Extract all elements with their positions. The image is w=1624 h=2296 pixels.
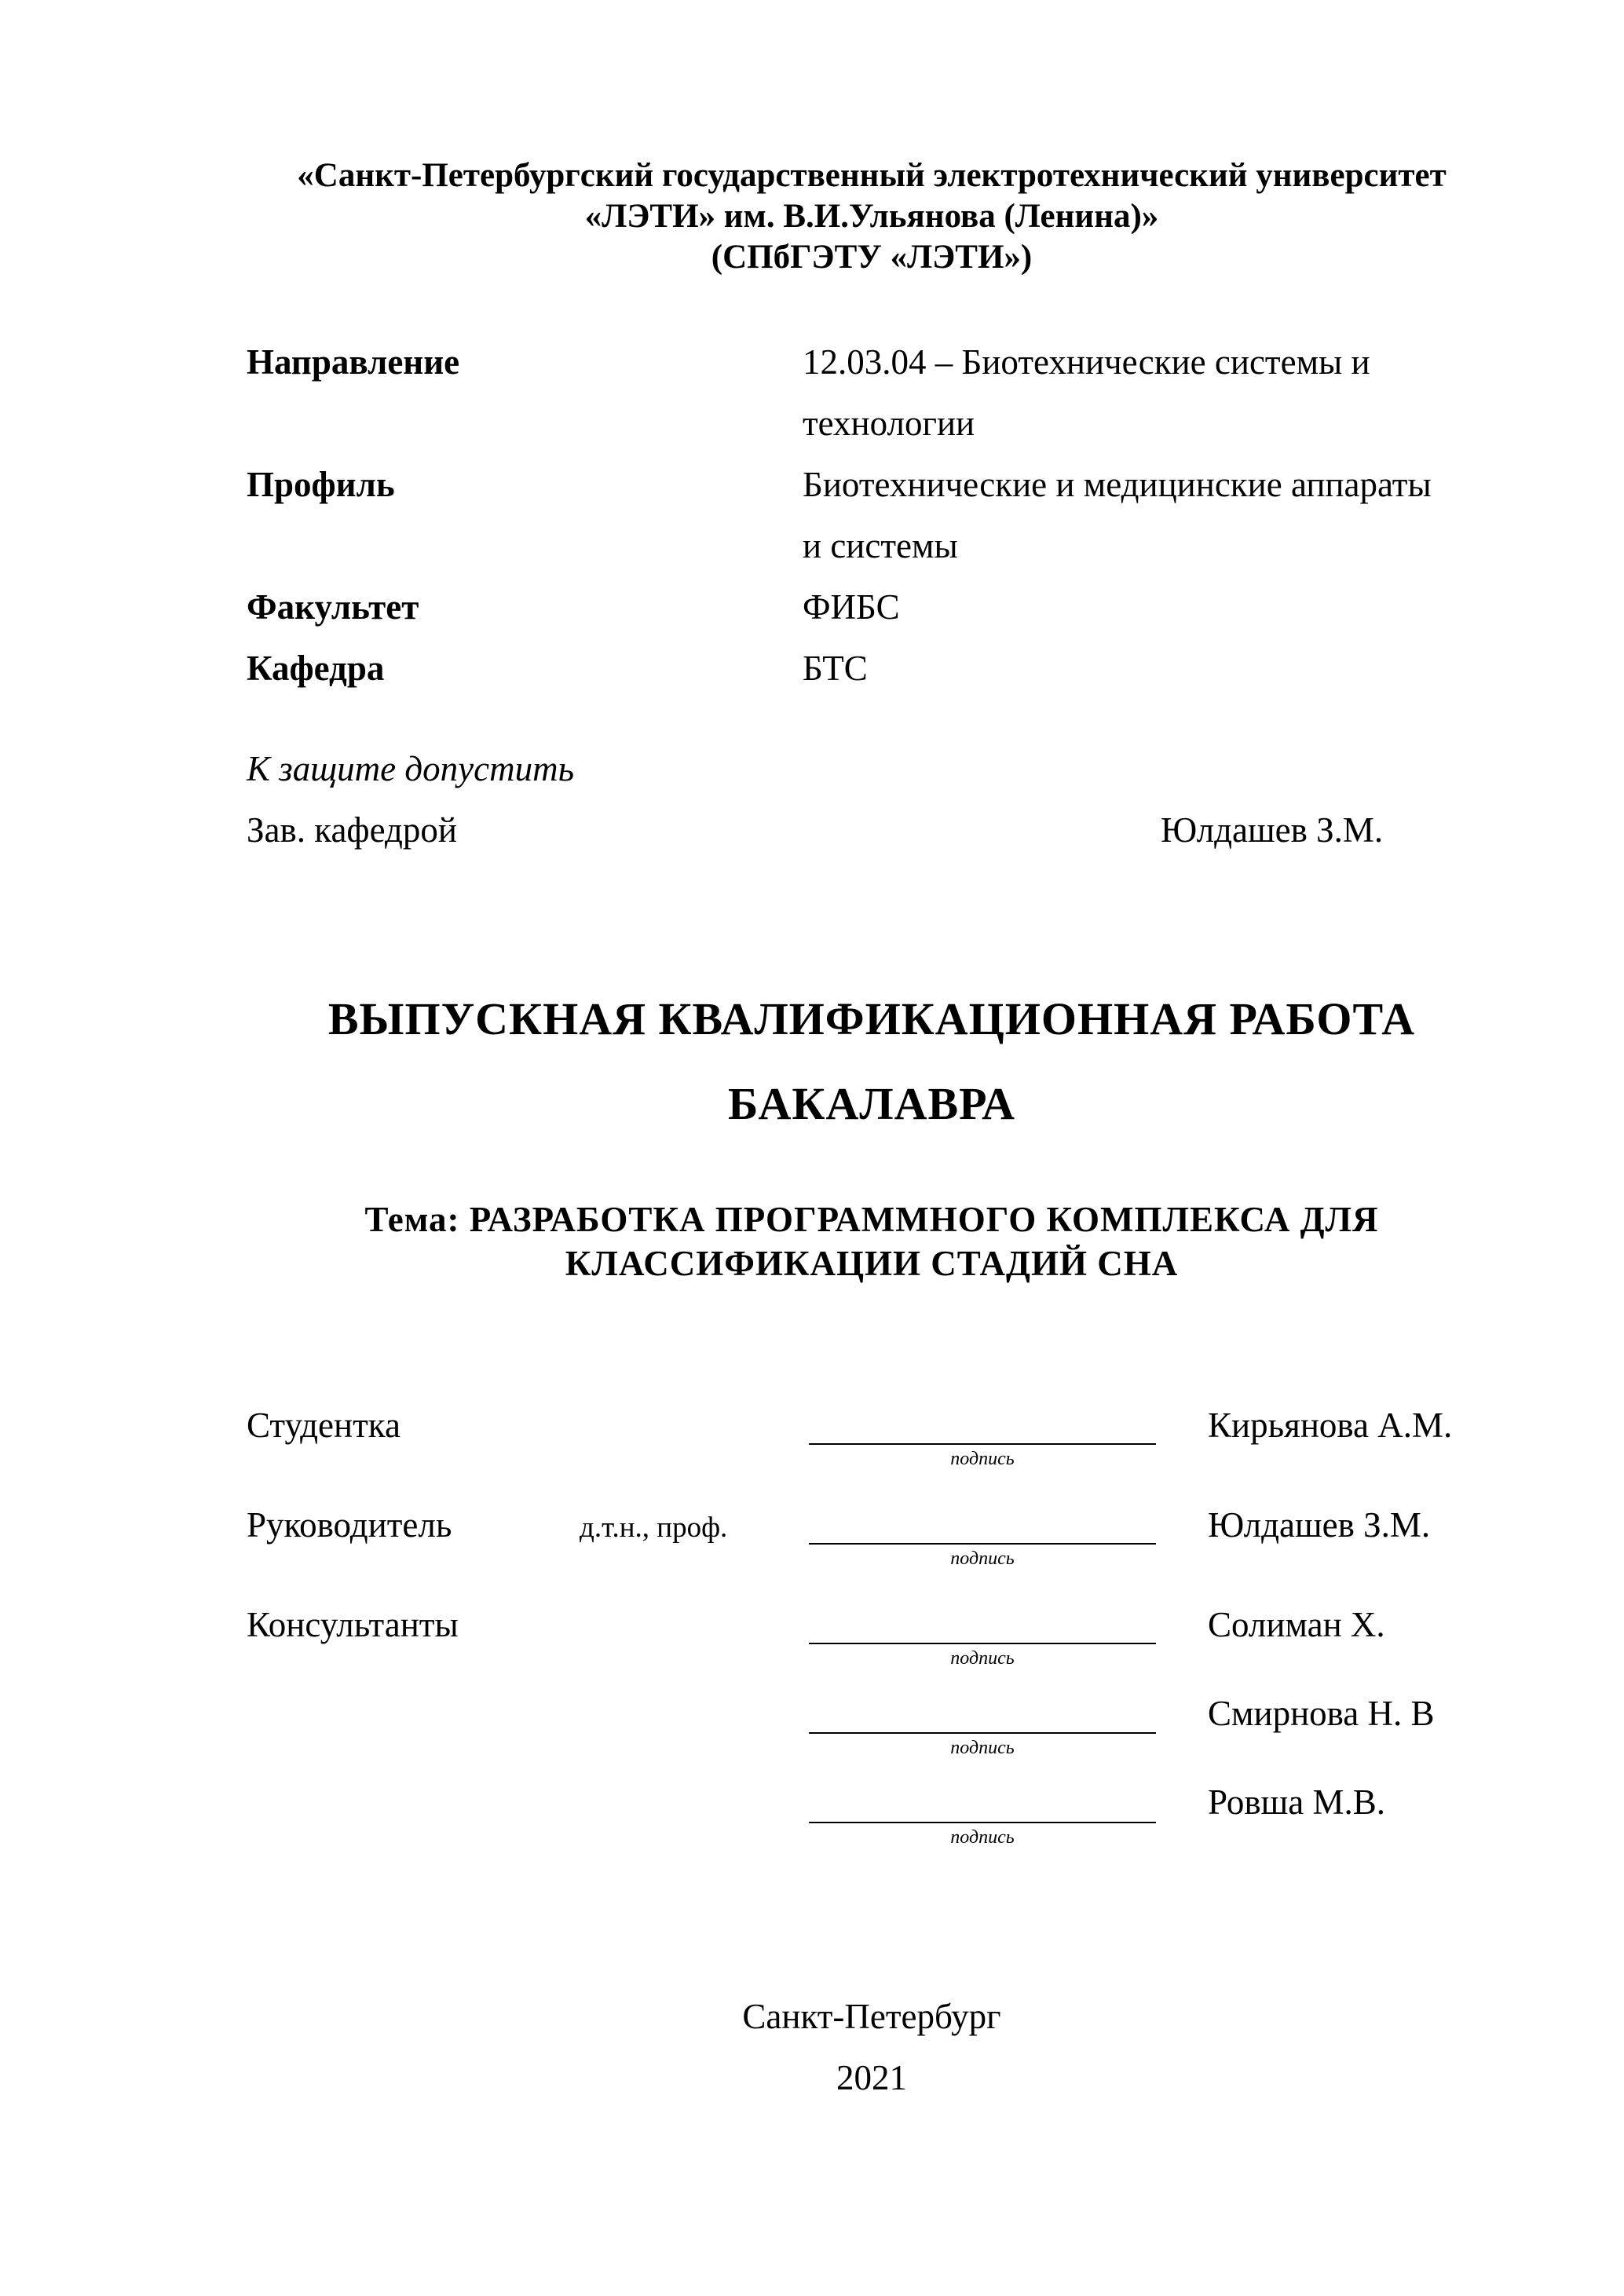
signatory-name: Юлдашев З.М.: [1208, 1505, 1431, 1545]
university-abbreviation: (СПбГЭТУ «ЛЭТИ»): [711, 239, 1033, 276]
faculty-label: Факультет: [247, 587, 419, 627]
direction-value-line-2: технологии: [803, 404, 975, 443]
head-of-department-name: Юлдашев З.М.: [1161, 810, 1384, 850]
signature-line: [809, 1732, 1156, 1734]
work-title-line-2: БАКАЛАВРА: [727, 1078, 1016, 1129]
profile-label: Профиль: [247, 465, 395, 504]
year: 2021: [836, 2058, 907, 2097]
signature-line: [809, 1643, 1156, 1644]
signature-role: Консультанты: [247, 1605, 459, 1644]
university-name-line-2: «ЛЭТИ» им. В.И.Ульянова (Ленина)»: [584, 198, 1159, 235]
signature-role: Руководитель: [247, 1505, 452, 1545]
signature-caption: подпись: [950, 1827, 1015, 1848]
academic-degree: д.т.н., проф.: [580, 1512, 728, 1544]
signatory-name: Смирнова Н. В: [1208, 1694, 1435, 1733]
profile-value-line-2: и системы: [803, 526, 958, 565]
department-label: Кафедра: [247, 649, 385, 688]
faculty-value: ФИБС: [803, 587, 900, 627]
signature-caption: подпись: [950, 1548, 1015, 1569]
signature-role: Студентка: [247, 1406, 401, 1445]
head-of-department-label: Зав. кафедрой: [247, 810, 457, 850]
signatory-name: Солиман Х.: [1208, 1605, 1385, 1644]
direction-label: Направление: [247, 342, 460, 382]
direction-value-line-1: 12.03.04 – Биотехнические системы и: [803, 342, 1370, 382]
signatory-name: Кирьянова А.М.: [1208, 1406, 1453, 1445]
admit-to-defense-text: К защите допустить: [247, 749, 575, 788]
signature-caption: подпись: [950, 1738, 1015, 1758]
department-value: БТС: [803, 649, 868, 688]
topic-line-2: КЛАССИФИКАЦИИ СТАДИЙ СНА: [565, 1244, 1179, 1283]
signature-line: [809, 1443, 1156, 1445]
signature-line: [809, 1822, 1156, 1823]
topic-line-1: Тема: РАЗРАБОТКА ПРОГРАММНОГО КОМПЛЕКСА ДЛЯ: [364, 1200, 1379, 1239]
signature-caption: подпись: [950, 1449, 1015, 1469]
university-name-line-1: «Санкт-Петербургский государственный электротехнический университет: [297, 157, 1447, 194]
profile-value-line-1: Биотехнические и медицинские аппараты: [803, 465, 1432, 504]
city: Санкт-Петербург: [742, 1997, 1001, 2036]
work-title-line-1: ВЫПУСКНАЯ КВАЛИФИКАЦИОННАЯ РАБОТА: [327, 993, 1416, 1044]
signature-caption: подпись: [950, 1648, 1015, 1669]
signature-line: [809, 1543, 1156, 1545]
signatory-name: Ровша М.В.: [1208, 1782, 1386, 1822]
